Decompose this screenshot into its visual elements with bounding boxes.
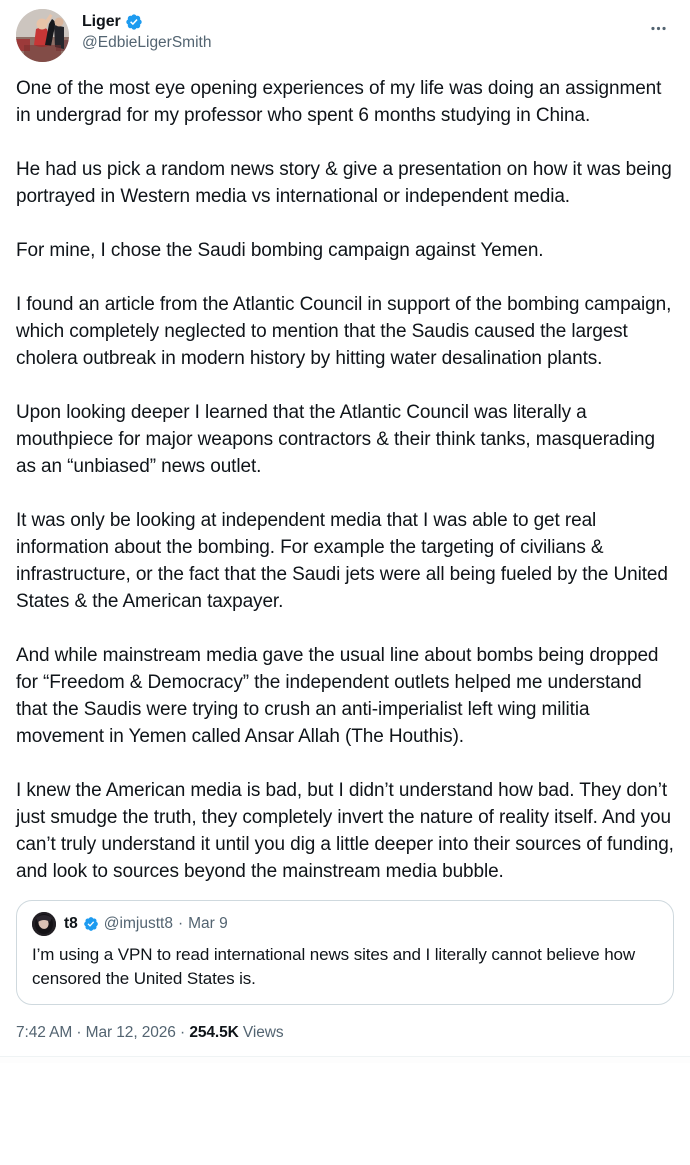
quoted-date[interactable]: Mar 9 [188,915,228,932]
tweet-text-paragraph: I knew the American media is bad, but I didn’t understand how bad. They don’t just smudge the truth, they completely invert the nature of reality itself. And you can’t truly understand it until you dig a little deeper into their sources of funding, and look to sources beyond the mainstream media bubble. [16,780,674,882]
more-icon [649,19,668,38]
author-name-row [82,12,643,32]
tweet-text-paragraph: For mine, I chose the Saudi bombing campaign against Yemen. [16,240,544,261]
tweet-meta [16,1024,674,1056]
user-handle[interactable]: @EdbieLigerSmith [82,34,212,51]
tweet-time: 7:42 AM [16,1024,73,1041]
tweet-text-paragraph: He had us pick a random news story & give a presentation on how it was being portrayed in Western media vs international or independent media. [16,159,672,207]
tweet-date: Mar 12, 2026 [85,1024,176,1041]
quoted-tweet[interactable] [16,900,674,1005]
tweet-header [16,0,674,62]
meta-separator: · [76,1024,82,1041]
tweet-text [16,75,674,885]
tweet-text-paragraph: I found an article from the Atlantic Council in support of the bombing campaign, which completely neglected to mention that the Saudis caused the largest cholera outbreak in modern history by hitting water desalination plants. [16,294,672,369]
quoted-display-name[interactable]: t8 [64,915,78,932]
verified-badge-icon [125,13,143,31]
display-name[interactable]: Liger [82,13,121,30]
tweet-text-paragraph: It was only be looking at independent media that I was able to get real information about the bombing. For example the targeting of civilians & infrastructure, or the fact that the Saudi jets were all being fueled by the United States & the American taxpayer. [16,510,668,612]
tweet-text-paragraph: One of the most eye opening experiences of my life was doing an assignment in undergrad for my professor who spent 6 months studying in China. [16,78,662,126]
quoted-verified-badge-icon [83,916,99,932]
quoted-user-handle[interactable]: @imjustt8 [103,915,173,932]
author-block [82,9,643,53]
quoted-avatar[interactable] [32,912,56,936]
avatar-image [16,9,69,62]
views-label: Views [242,1024,284,1041]
meta-separator: · [180,1024,186,1041]
avatar[interactable] [16,9,69,62]
section-divider [0,1056,690,1063]
views-count: 254.5K [189,1024,239,1041]
quoted-tweet-header [32,912,658,936]
quoted-separator: · [177,915,184,932]
tweet-text-paragraph: And while mainstream media gave the usual line about bombs being dropped for “Freedom & Democracy” the independent outlets helped me understand that the Saudis were trying to crush an anti-imperialist left wing militia movement in Yemen called Ansar Allah (The Houthis). [16,645,659,747]
more-button[interactable] [643,13,674,47]
quoted-avatar-image [32,912,56,936]
tweet-text-paragraph: Upon looking deeper I learned that the Atlantic Council was literally a mouthpiece for major weapons contractors & their think tanks, masquerading as an “unbiased” news outlet. [16,402,655,477]
quoted-tweet-text: I’m using a VPN to read international news sites and I literally cannot believe how censored the United States is. [32,945,636,988]
